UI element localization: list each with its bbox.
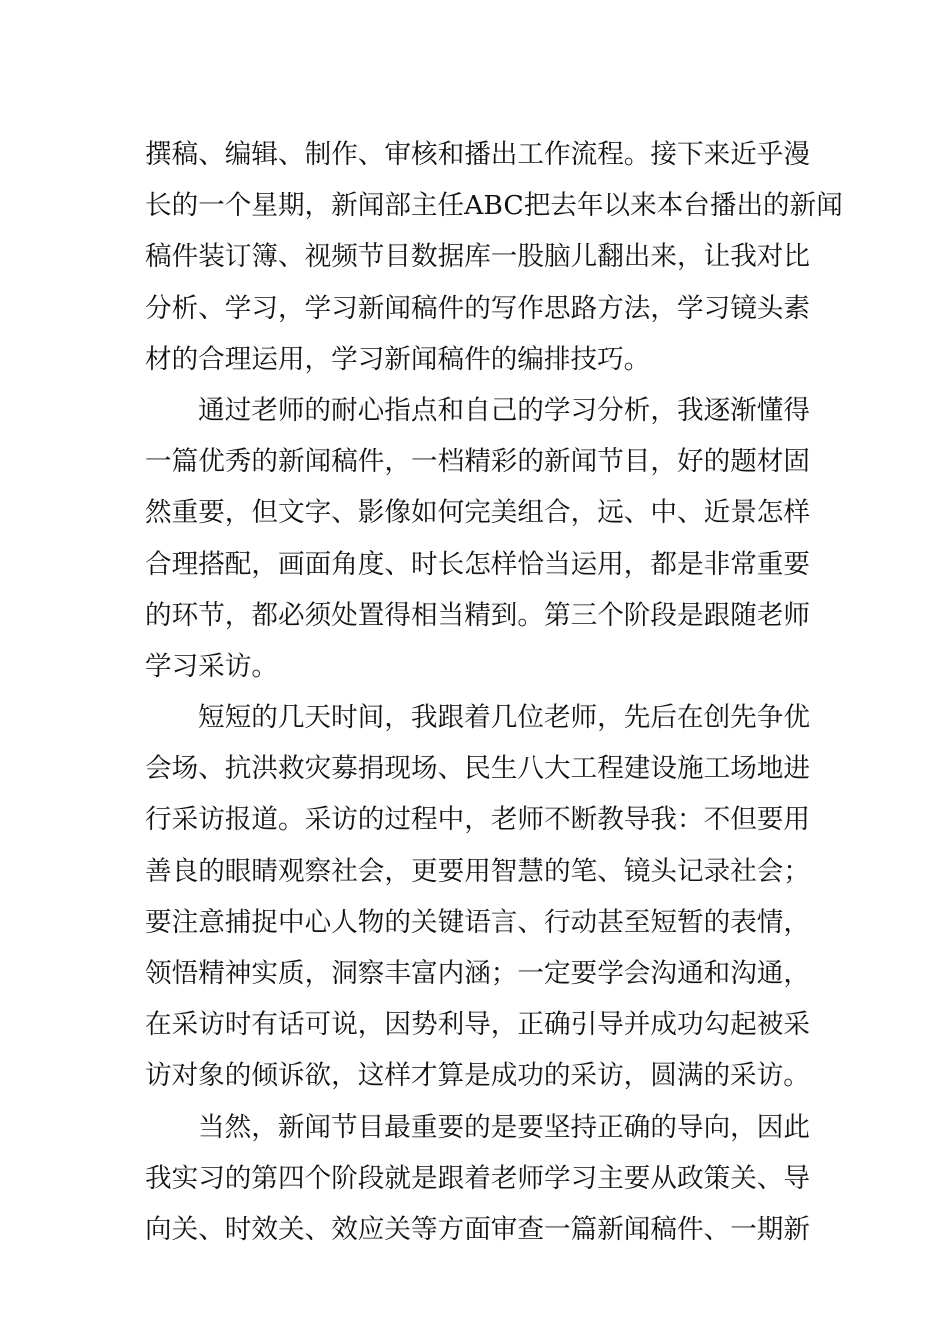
paragraph-1 — [145, 129, 843, 385]
document-body — [145, 129, 843, 1255]
text-line: 在采访时有话可说，因势利导，正确引导并成功勾起被采 — [145, 1009, 810, 1041]
text-line: 合理搭配，画面角度、时长怎样恰当运用，都是非常重要 — [145, 548, 810, 580]
paragraph-3 — [145, 692, 810, 1102]
text-line: 材的合理运用，学习新闻稿件的编排技巧。 — [145, 343, 651, 375]
text-line: 然重要，但文字、影像如何完美组合，远、中、近景怎样 — [145, 497, 810, 529]
text-line: 学习采访。 — [145, 650, 278, 682]
text-line: 向关、时效关、效应关等方面审查一篇新闻稿件、一期新 — [145, 1213, 810, 1245]
text-line: 撰稿、编辑、制作、审核和播出工作流程。接下来近乎漫 — [145, 139, 810, 170]
text-line: 领悟精神实质，洞察丰富内涵；一定要学会沟通和沟通， — [145, 958, 810, 989]
text-line: 会场、抗洪救灾募捐现场、民生八大工程建设施工场地进 — [145, 753, 810, 785]
text-line: 要注意捕捉中心人物的关键语言、行动甚至短暂的表情， — [145, 906, 810, 938]
text-line: 长的一个星期，新闻部主任ABC把去年以来本台播出的新闻 — [145, 190, 843, 222]
text-line: 稿件装订簿、视频节目数据库一股脑儿翻出来，让我对比 — [145, 241, 810, 273]
text-line: 一篇优秀的新闻稿件，一档精彩的新闻节目，好的题材固 — [145, 446, 810, 478]
text-line: 短短的几天时间，我跟着几位老师，先后在创先争优 — [198, 702, 810, 734]
paragraph-2 — [145, 385, 810, 692]
text-line: 当然，新闻节目最重要的是要坚持正确的导向，因此 — [198, 1111, 810, 1143]
text-line: 通过老师的耐心指点和自己的学习分析，我逐渐懂得 — [198, 394, 810, 426]
text-line: 访对象的倾诉欲，这样才算是成功的采访，圆满的采访。 — [145, 1060, 810, 1092]
text-line: 我实习的第四个阶段就是跟着老师学习主要从政策关、导 — [145, 1162, 810, 1194]
paragraph-4 — [145, 1102, 810, 1256]
text-line: 分析、学习，学习新闻稿件的写作思路方法，学习镜头素 — [145, 292, 810, 324]
text-line: 善良的眼睛观察社会，更要用智慧的笔、镜头记录社会； — [145, 855, 810, 887]
text-line: 行采访报道。采访的过程中，老师不断教导我：不但要用 — [145, 804, 810, 836]
text-line: 的环节，都必须处置得相当精到。第三个阶段是跟随老师 — [145, 599, 810, 631]
